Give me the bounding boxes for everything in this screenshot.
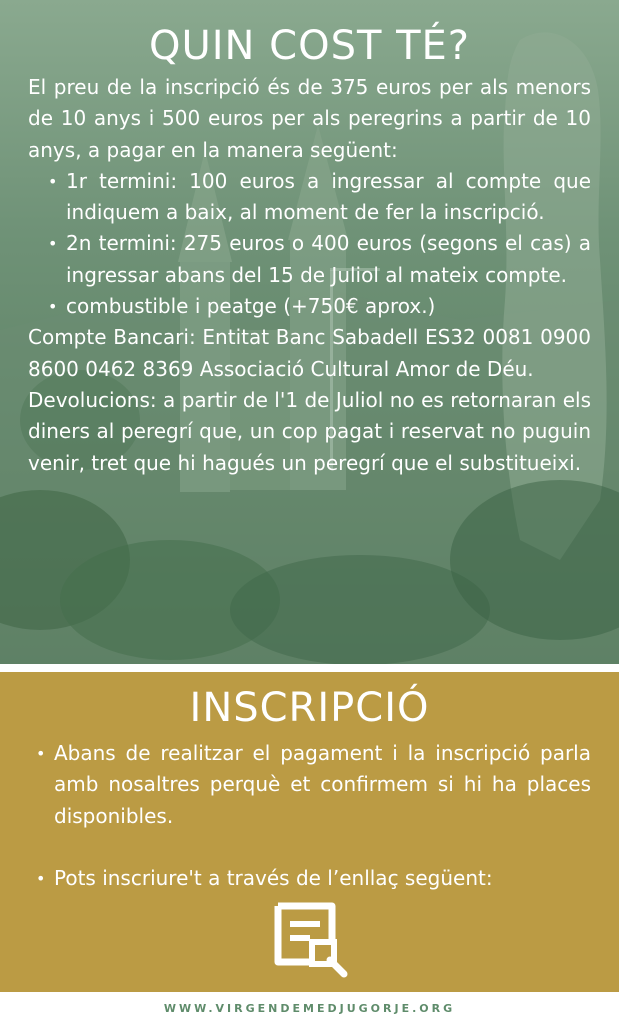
section-divider [0,664,619,672]
refunds-text: Devolucions: a partir de l'1 de Juliol no es retornaran els diners al peregrí que, un cop pagat i reservat no puguin venir, tret que hi hagués un peregrí que el substitueixi. [28,387,591,475]
bank-account-text: Compte Bancari: Entitat Banc Sabadell ES32 0081 0900 8600 0462 8369 Associació Cultural Amor de Déu. [28,325,591,381]
cost-title: QUIN COST TÉ? [148,23,471,69]
inscription-item: • Pots inscriure't a través de l’enllaç següent: [54,863,591,894]
payment-item: • 1r termini: 100 euros a ingressar al compte que indiquem a baix, al moment de fer la inscripció. [66,166,591,229]
inscription-section [0,672,619,992]
payment-list [28,166,591,322]
inscription-list [0,738,619,894]
cost-intro: El preu de la inscripció és de 375 euros per als menors de 10 anys i 500 euros per als peregrins a partir de 10 anys, a pagar en la manera següent: [28,75,591,162]
footer [0,992,619,1024]
inscription-title: INSCRIPCIÓ [189,685,430,731]
inscription-item: • Abans de realitzar el pagament i la inscripció parla amb nosaltres perquè et confirmem si hi ha places disponibles. [54,738,591,832]
website-link[interactable]: WWW.VIRGENDEMEDJUGORJE.ORG [163,1002,456,1015]
cost-text-block [28,20,591,479]
form-link-icon[interactable] [268,900,352,984]
payment-item: • 2n termini: 275 euros o 400 euros (segons el cas) a ingressar abans del 15 de Juliol al mateix compte. [66,228,591,291]
payment-item: • combustible i peatge (+750€ aprox.) [66,291,591,322]
